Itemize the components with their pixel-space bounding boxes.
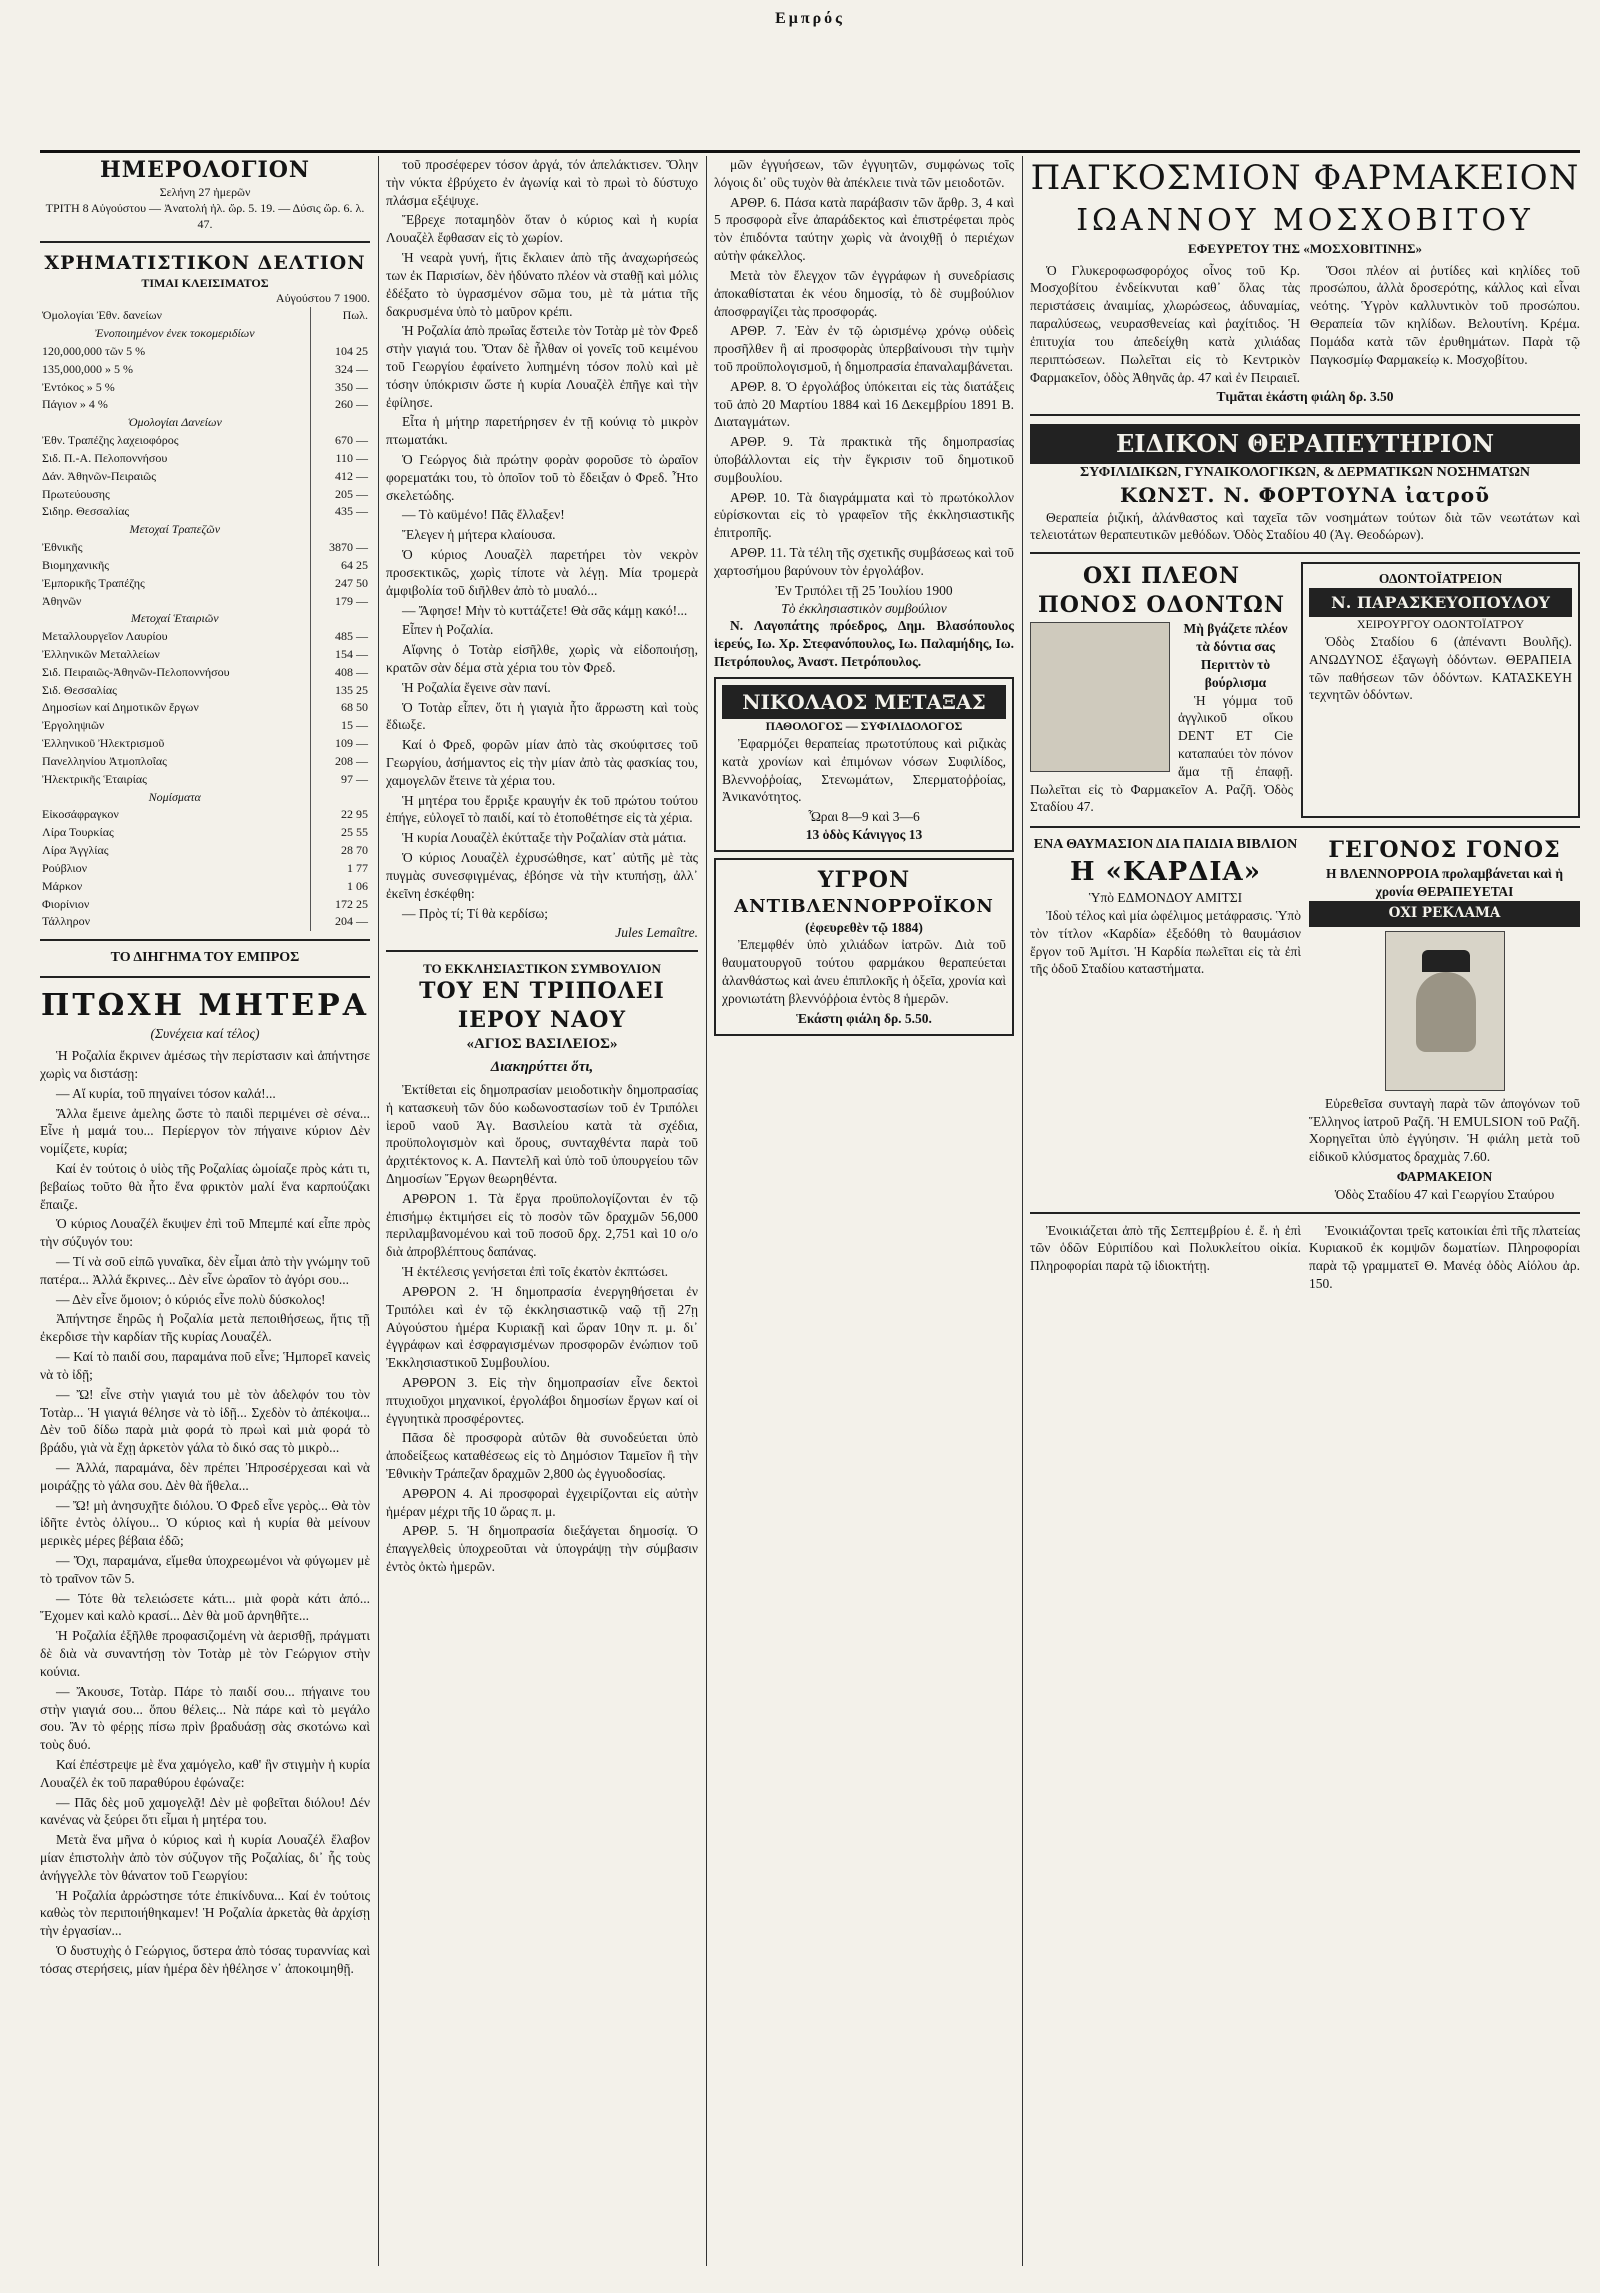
story-paragraph: Αἴφνης ὁ Τοτὰρ εἰσῆλθε, χωρὶς νὰ εἰδοποιήσῃ, κρατῶν σὰν δέμα στὰ χέρια του τὸν Φρεδ.: [386, 642, 698, 675]
rate-label: Σιδηρ. Θεσσαλίας: [42, 504, 130, 519]
rate-label: Σιδ. Πειραιῶς-Ἀθηνῶν-Πελοποννήσου: [42, 664, 230, 679]
clinic-sub: ΣΥΦΙΛΙΔΙΚΩΝ, ΓΥΝΑΙΚΟΛΟΓΙΚΩΝ, & ΔΕΡΜΑΤΙΚΩΝ ΝΟΣΗΜΑΤΩΝ: [1079, 464, 1531, 480]
rate-label: Ἀθηνῶν: [42, 593, 82, 608]
divider: [1030, 826, 1580, 828]
ad-dentist: [1301, 562, 1580, 818]
rate-row: [40, 735, 370, 753]
notice-title: ΤΟΥ ΕΝ ΤΡΙΠΟΛΕΙ ΙΕΡΟΥ ΝΑΟΥ: [419, 978, 665, 1034]
rate-label: Μετοχαί Τραπεζῶν: [129, 522, 221, 537]
rate-value: 1 06: [310, 878, 370, 896]
story-paragraph: Εἶτα ἡ μήτηρ παρετήρησεν ἐν τῇ κούνιᾳ τὸ μικρὸν πτωματάκι.: [386, 414, 698, 448]
rate-label: Ἐθν. Τραπέζης λαχειοφόρος: [42, 433, 179, 448]
story-paragraph: Ἡ Ροζαλία ἐξῆλθε προφασιζομένη νὰ ἀερισθῇ, πράγματι δὲ διὰ νὰ συναντήσῃ τὸν Τοτὰρ μὲ τὸν Γεώργιον στὴν κούνια.: [40, 1628, 370, 1679]
rate-label: Νομίσματα: [148, 789, 201, 804]
ad-toothache: [1030, 562, 1293, 818]
illustration: [1030, 622, 1170, 772]
rate-row: [40, 450, 370, 468]
story-paragraph: Ὁ κύριος Λουαζὲλ παρετήρει τὸν νεκρὸν προσεκτικῶς, χωρὶς τίποτε νὰ λέγῃ. Μία τρομερὰ ἀμφιβολία τοῦ διῆλθεν ἀπὸ τὸ μυαλό...: [386, 547, 698, 598]
story-paragraph: — Ἀλλά, παραμάνα, δὲν πρέπει Ἠπροσέρχεσαι καὶ νὰ μοιράζῃς τὸ γάλα σου. Δὲν θὰ ἤθελα...: [40, 1459, 370, 1493]
rate-label: Ἐνοποιημένον ἐνεκ τοκομεριδίων: [94, 326, 255, 341]
rate-label: Ἑλληνικοῦ Ἠλεκτρισμοῦ: [42, 736, 165, 751]
ad-antiblenno-title-2: ΑΝΤΙΒΛΕΝΝΟΡΡΟΪΚΟΝ: [734, 895, 994, 917]
rate-label: Ἠλεκτρικῆς Ἑταιρίας: [42, 771, 147, 786]
story-header: ΤΟ ΔΙΗΓΗΜΑ ΤΟΥ ΕΜΠΡΟΣ: [110, 950, 300, 966]
clinic-head: ΕΙΔΙΚΟΝ ΘΕΡΑΠΕΥΤΗΡΙΟΝ: [1030, 424, 1580, 464]
notice-paragraph: Ἡ ἐκτέλεσις γενήσεται ἐπὶ τοῖς ἐκατὸν ἐκπτώσει.: [402, 1264, 669, 1280]
divider: [1030, 1212, 1580, 1214]
notice-head: ΤΟ ΕΚΚΛΗΣΙΑΣΤΙΚΟΝ ΣΥΜΒΟΥΛΙΟΝ: [423, 961, 661, 977]
rate-row: [40, 343, 370, 361]
rate-row: [40, 842, 370, 860]
rate-label: Ἐλληνικῶν Μεταλλείων: [42, 646, 160, 661]
notice-body: [386, 1081, 698, 1576]
rate-value: 25 55: [310, 824, 370, 842]
ad-antiblenno-price: Ἑκάστη φιάλη δρ. 5.50.: [796, 1010, 932, 1026]
rate-row: [40, 682, 370, 700]
rate-label: Πανελληνίου Ἀτμοπλοΐας: [42, 753, 167, 768]
ad-metaxas-sub: ΠΑΘΟΛΟΓΟΣ — ΣΥΦΙΛΙΔΟΛΟΓΟΣ: [765, 719, 963, 734]
rate-value: 408 —: [310, 664, 370, 682]
column-rule: [378, 156, 379, 2266]
rate-row: [40, 913, 370, 931]
book-head: ΕΝΑ ΘΑΥΜΑΣΙΟΝ ΔΙΑ ΠΑΙΔΙΑ ΒΙΒΛΙΟΝ: [1033, 837, 1298, 853]
rate-row: [40, 610, 370, 628]
story-paragraph: Ὁ Τοτὰρ εἶπεν, ὅτι ἡ γιαγιὰ ἦτο ἄρρωστη καὶ τοὺς ἔδιωξε.: [386, 699, 698, 733]
divider: [40, 976, 370, 978]
signatories: Ν. Λαγοπάτης πρόεδρος, Δημ. Βλασόπουλος ἱερεύς, Ιω. Χρ. Στεφανόπουλος, Ιω. Παλαμήδης, Ιω. Πετρόπουλος, Ἀναστ. Πετρόπουλος.: [714, 618, 1014, 669]
rate-row: [40, 646, 370, 664]
ad-remedy: [1309, 836, 1580, 1203]
rate-label: Ἐργοληψιῶν: [42, 718, 105, 733]
rate-label: Μετοχαί Ἑταιριῶν: [130, 611, 219, 626]
rate-row: [40, 753, 370, 771]
rate-value: 435 —: [310, 503, 370, 521]
story-paragraph: — Τί νὰ σοῦ εἰπῶ γυναῖκα, δὲν εἶμαι ἀπὸ τὴν γνώμην τοῦ πατέρα... Ἀλλά ἔκρινες... Δὲν εἶνε ὡραῖον τὸ ἀγόρι σου...: [40, 1254, 370, 1287]
rate-label: Πρωτεύουσης: [42, 486, 110, 501]
rate-value: 179 —: [310, 593, 370, 611]
book-and-remedy-row: [1030, 836, 1580, 1203]
bulletin-title: ΧΡΗΜΑΤΙΣΤΙΚΟΝ ΔΕΛΤΙΟΝ: [44, 251, 366, 274]
rate-value: [310, 325, 370, 343]
story-paragraph: Ὁ δυστυχὴς ὁ Γεώργιος, ὕστερα ἀπὸ τόσας τυραννίας καὶ τόσας στερήσεις, μίαν ἡμέρα δὲν ἠθέλησε ν᾽ ἀποκοιμηθῇ.: [40, 1943, 370, 1976]
rate-row: [40, 307, 370, 325]
clinic-doctor: ΚΩΝΣΤ. Ν. ΦΟΡΤΟΥΝΑ ἰατροῦ: [1120, 483, 1490, 508]
notice-paragraph: ΑΡΘΡΟΝ 4. Αἱ προσφοραὶ ἐγχειρίζονται εἰς αὐτὴν ἡμέραν μέχρι τῆς 10 ὥρας π. μ.: [386, 1485, 698, 1519]
rate-value: 205 —: [310, 486, 370, 504]
rate-label: Ἐθνικῆς: [42, 540, 83, 555]
rate-row: [40, 575, 370, 593]
story-body: [40, 1047, 370, 1978]
divider: [386, 950, 698, 952]
remedy-tag: ΟΧΙ ΡΕΚΛΑΜΑ: [1309, 901, 1580, 927]
rate-value: [310, 414, 370, 432]
story-paragraph: — Τότε θὰ τελειώσετε κάτι... μιὰ φορὰ κάτι ἀπό... Ἔχομεν καὶ καλὸ κρασί... Δὲν θὰ μοῦ ἀρνηθῆτε...: [40, 1590, 370, 1624]
column-1: [40, 156, 370, 2266]
rate-label: Δάν. Ἀθηνῶν-Πειραιῶς: [42, 468, 156, 483]
story-paragraph: — Πρὸς τί; Τί θὰ κερδίσω;: [402, 905, 549, 921]
bulletin-subtitle: ΤΙΜΑΙ ΚΛΕΙΣΙΜΑΤΟΣ: [141, 275, 269, 290]
book-author: Ὑπὸ ΕΔΜΟΝΔΟΥ ΑΜΙΤΣΙ: [1088, 890, 1243, 906]
notice-paragraph: ΑΡΘΡ. 10. Τὰ διαγράμματα καὶ τὸ πρωτόκολλον εὑρίσκονται εἰς τὸ γραφεῖον τῆς ἐκκλησιαστικῆς ἐπιτροπῆς.: [714, 489, 1014, 541]
rate-label: Σιδ. Π.-Α. Πελοποννήσου: [42, 450, 168, 465]
rate-label: Φιορίνιον: [42, 896, 90, 911]
notice-paragraph: ΑΡΘΡΟΝ 1. Τὰ ἔργα προϋπολογίζονται ἐν τῷ ἐπισήμῳ ἐκτιμήσει εἰς τὸ ποσὸν τῶν δραχμῶν 56,000 περιλαμβανομένου καὶ τοῦ ποσοῦ δρχ. 2,751 καὶ 10 ο/ο διὰ ἀπροβλέπτους δαπάνας.: [386, 1190, 698, 1260]
rental-row: [1030, 1222, 1580, 1295]
pharmacy-head-3: ΕΦΕΥΡΕΤΟΥ ΤΗΣ «ΜΟΣΧΟΒΙΤΙΝΗΣ»: [1187, 241, 1423, 257]
ad-metaxas-addr: 13 ὁδὸς Κάνιγγος 13: [805, 827, 923, 843]
notice-paragraph: ΑΡΘΡ. 9. Τὰ πρακτικὰ τῆς δημοπρασίας ὑποβάλλονται εἰς τὴν ἔγκρισιν τοῦ δημοτικοῦ συμβουλίου.: [714, 434, 1014, 485]
rate-value: 324 —: [310, 361, 370, 379]
story-paragraph: — Ὤ! μὴ ἀνησυχῆτε διόλου. Ὁ Φρεδ εἶνε γερὸς... Θὰ τὸν ἰδῆτε ἐντὸς ὀλίγου... Ὁ κύριος καὶ ἡ κυρία θὰ μείνουν μερικὲς μέρες βέβαια ἐδῶ;: [40, 1497, 370, 1549]
ad-metaxas-name: ΝΙΚΟΛΑΟΣ ΜΕΤΑΞΑΣ: [722, 685, 1006, 719]
dentist-head: ΟΔΟΝΤΟΪΑΤΡΕΙΟΝ: [1378, 571, 1503, 587]
story-paragraph: — Ἄφησε! Μὴν τὸ κυττάζετε! Θὰ σᾶς κάμῃ κακό!...: [402, 602, 688, 618]
rate-value: 485 —: [310, 628, 370, 646]
notice-sign: Τὸ ἐκκλησιαστικὸν συμβούλιον: [781, 600, 947, 616]
rate-label: Ἐντόκος » 5 %: [42, 379, 115, 394]
remedy-store: ΦΑΡΜΑΚΕΙΟΝ: [1396, 1169, 1493, 1184]
notice-paragraph: ΑΡΘΡ. 6. Πάσα κατὰ παράβασιν τῶν ἄρθρ. 3, 4 καὶ 5 προσφορὰ εἶνε ἀπαράδεκτος καὶ ἐπιστρέφεται πρὸς τὸν ἐπιδόντα ταύτην χωρὶς νὰ ἀνοιχθῇ ὁ περιέχων αὐτὴν φάκελλος.: [714, 194, 1014, 264]
story-paragraph: — Ὄχι, παραμάνα, εἴμεθα ὑποχρεωμένοι νὰ φύγωμεν μὲ τὸ τραῖνον τῶν 5.: [40, 1553, 370, 1586]
rate-value: 109 —: [310, 735, 370, 753]
story-title: ΠΤΩΧΗ ΜΗΤΕΡΑ: [40, 987, 369, 1023]
dentist-name: Ν. ΠΑΡΑΣΚΕΥΟΠΟΥΛΟΥ: [1309, 588, 1572, 617]
story-paragraph: Καί ὁ Φρεδ, φορῶν μίαν ἀπὸ τὰς σκούφιτσες τοῦ Γεωργίου, ἀσήμαντος εἰς τὴν μίαν ἀπὸ τὰς φασκίας του, χαμογελῶν ἔτεινε τὰ χέρια του.: [386, 737, 698, 788]
book-body: Ἰδοὺ τέλος καὶ μία ὠφέλιμος μετάφρασις. Ὑπὸ τὸν τίτλον «Καρδία» ἐξεδόθη τὸ θαυμάσιον ἔργον τοῦ Ἀμίτσι. Ἡ Καρδία πωλεῖται εἰς τὰ ἐπὶ τῆς ὁδοῦ Σταδίου καταστήματα.: [1030, 907, 1301, 977]
rate-label: Μάρκον: [42, 878, 83, 893]
ad-metaxas-body: Ἐφαρμόζει θεραπείας πρωτοτύπους καὶ ριζικὰς κατὰ χρονίων καὶ ἐπιμόνων νόσων Συφιλίδος, Βλεννοῤῥοίας, Στενωμάτων, Σπερματοῤῥοίας, Ἀνικανότητος.: [722, 735, 1006, 805]
rate-value: 208 —: [310, 753, 370, 771]
rate-row: [40, 396, 370, 414]
book-title: Η «ΚΑΡΔΙΑ»: [1070, 856, 1261, 887]
rate-value: [310, 610, 370, 628]
rate-row: [40, 628, 370, 646]
remedy-head: ΓΕΓΟΝΟΣ ΓΟΝΟΣ: [1328, 837, 1561, 864]
rate-row: [40, 806, 370, 824]
rate-label: Μεταλλουργεῖον Λαυρίου: [42, 629, 168, 644]
ephemeris-line-2: ΤΡΙΤΗ 8 Αὐγούστου — Ἀνατολή ἡλ. ὥρ. 5. 19. — Δύσις ὥρ. 6. λ. 47.: [45, 200, 365, 231]
rate-label: 135,000,000 » 5 %: [42, 361, 133, 376]
divider: [40, 939, 370, 941]
story-paragraph: — Τὸ καϋμένο! Πᾶς ἔλλαξεν!: [402, 507, 565, 523]
rate-row: [40, 860, 370, 878]
rate-row: [40, 379, 370, 397]
notice-paragraph: ΑΡΘΡΟΝ 3. Εἰς τὴν δημοπρασίαν εἶνε δεκτοὶ πτυχιοῦχοι μηχανικοί, ἐργολάβοι δημοσίων ἔργων καί οἱ ἐγγυητικὰ προσφέροντες.: [386, 1374, 698, 1426]
rate-row: [40, 521, 370, 539]
top-rule: [40, 150, 1580, 153]
notice-body-cont: [714, 156, 1014, 580]
story-paragraph: τοῦ προσέφερεν τόσον ἀργά, τόν ἀπελάκτισεν. Ὅλην τὴν νύκτα ἐβρύχετο ἐν ἀγωνίᾳ καὶ τὸ πρωὶ τὸ δύστυχο πλάσμα εξέψυχε.: [386, 157, 698, 208]
rate-label: Λίρα Τουρκίας: [42, 825, 114, 840]
masthead-title: Εμπρός: [775, 10, 845, 27]
rate-row: [40, 771, 370, 789]
story-paragraph: Ἡ Ροζαλία ἔγεινε σὰν πανί.: [402, 679, 551, 695]
story-paragraph: Ἡ μητέρα του ἔρριξε κραυγήν ἐκ τοῦ πρώτου τούτου ἐπήγε, εὐλογεῖ τὸ παιδί, καί τὸ ἐτοποθέτησε εἰς τὰ χέρια.: [386, 792, 698, 826]
rate-label: Τάλληρον: [42, 914, 91, 929]
masthead: [40, 8, 1580, 64]
stock-bulletin: [40, 251, 370, 308]
rate-value: 97 —: [310, 771, 370, 789]
pharmacy-text-right: Ὅσοι πλέον αἱ ῥυτίδες καὶ κηλίδες τοῦ προσώπου, ἀλλὰ δροσερότης, κάλλος καὶ εἶναι νεότης. Ὑγρὸν καλλυντικὸν τοῦ προσώπου. Θεραπεία τῶν κηλίδων. Βελουτίνη. Κρέμα. Πομάδα κατὰ τῶν ἐρυθημάτων. Παρὰ τῷ Παγκοσμίῳ Φαρμακείῳ κ. Μοσχοβίτου.: [1310, 262, 1580, 367]
story-subtitle: (Συνέχεια καί τέλος): [150, 1026, 260, 1042]
ad-antiblenno: [714, 858, 1014, 1036]
story-paragraph: Εἶπεν ἡ Ροζαλία.: [402, 622, 494, 638]
notice-date: Ἐν Τριπόλει τῇ 25 Ἰουλίου 1900: [775, 582, 953, 598]
rate-row: [40, 468, 370, 486]
rate-row: [40, 664, 370, 682]
rate-label: Ἐμπορικῆς Τραπέζης: [42, 575, 145, 590]
rate-value: 68 50: [310, 699, 370, 717]
toothache-body: Ἡ γόμμα τοῦ ἀγγλικοῦ οἴκου DENT ET Cie καταπαύει τὸν πόνον ἅμα τῇ ἐπαφῇ. Πωλεῖται εἰς τὸ Φαρμακεῖον Α. Ραζῆ. Ὁδὸς Σταδίου 47.: [1030, 692, 1293, 815]
notice-paragraph: ΑΡΘΡ. 8. Ὁ ἐργολάβος ὑπόκειται εἰς τὰς διατάξεις τοῦ ἀπὸ 20 Μαρτίου 1884 καὶ 16 Δεκεμβρίου 1891 Β. Διαταγμάτων.: [714, 378, 1014, 430]
story-paragraph: Ἡ Ροζαλία ἀρρώστησε τότε ἐπικίνδυνα... Καί ἐν τούτοις καθὼς τὸν περιποιήθηκαμεν! Ἡ Ροζαλία ἀρκετὰς θὰ ἀρχίσῃ τὴν ἐργασίαν...: [40, 1887, 370, 1939]
notice-paragraph: Πᾶσα δὲ προσφορὰ αὐτῶν θὰ συνοδεύεται ὑπὸ ἀποδείξεως καταθέσεως εἰς τὸ Δημόσιον Ταμεῖον ἢ τὴν Ἐθνικὴν Τράπεζαν δραχμῶν 2,800 ὡς ἐγγυοδοσίας.: [386, 1430, 698, 1481]
story-author: Jules Lemaître.: [615, 925, 698, 941]
ephemeris: [40, 156, 370, 233]
rate-label: Λίρα Ἀγγλίας: [42, 843, 109, 858]
story-paragraph: Μετὰ ἕνα μῆνα ὁ κύριος καὶ ἡ κυρία Λουαζέλ ἔλαβον μίαν ἐπιστολὴν ἀπὸ τὸν σύζυγον τῆς Ροζαλίας, δι᾽ ἧς τοὺς ἀνήγγελλε τὸν θάνατον τοῦ Γεωργίου:: [40, 1832, 370, 1883]
story-paragraph: Ἀπήντησε ἔηρῶς ἡ Ροζαλία μετὰ πεποιθήσεως, ἥτις τῇ ἐκερδισε τὴν καρδίαν τῆς κυρίας Λουαζέλ.: [40, 1311, 370, 1345]
notice-paragraph: ΑΡΘΡ. 11. Τὰ τέλη τῆς σχετικῆς συμβάσεως καὶ τοῦ χαρτοσήμου βαρύνουν τὸν ἐργολάβον.: [714, 545, 1014, 578]
divider: [1030, 414, 1580, 416]
rate-row: [40, 325, 370, 343]
story-paragraph: — Πᾶς δὲς μοῦ χαμογελᾷ! Δὲν μὲ φοβεῖται διόλου! Δέν κανένας νὰ ξεύρει ὅτι εἶμαι ἡ μητέρα του.: [40, 1794, 370, 1828]
rate-row: [40, 824, 370, 842]
rate-value: [310, 521, 370, 539]
story-paragraph: — Δὲν εἶνε ὅμοιον; ὁ κύριός εἶνε πολὺ δύσκολος!: [56, 1291, 326, 1307]
divider: [40, 241, 370, 243]
dentist-sub: ΧΕΙΡΟΥΡΓΟΥ ΟΔΟΝΤΟΪΑΤΡΟΥ: [1356, 617, 1525, 632]
ad-book: [1030, 836, 1301, 1203]
remedy-addr: Ὁδὸς Σταδίου 47 καὶ Γεωργίου Σταύρου: [1334, 1186, 1555, 1202]
ephemeris-line-1: Σελήνη 27 ἡμερῶν: [159, 185, 251, 200]
column-4: [1030, 156, 1580, 2266]
column-2: [386, 156, 698, 2266]
story-paragraph: Καί ἐν τούτοις ὁ υἱὸς τῆς Ροζαλίας ὡμοίαζε πρὸς κάτι τι, βεβαίως τοῦτο θὰ ἦτο ἕνα φρικτὸν μαλί ἕνα καρπούζακι ἔπαιζε.: [40, 1160, 370, 1212]
divider: [1030, 552, 1580, 554]
rate-label: Ρούβλιον: [42, 860, 88, 875]
story-paragraph: Ὁ κύριος Λουαζέλ ἔκυψεν ἐπὶ τοῦ Μπεμπέ καί εἶπε πρὸς τὴν σύζυγόν του:: [40, 1216, 370, 1250]
story-paragraph: Ἔβρεχε ποταμηδὸν ὅταν ὁ κύριος καὶ ἡ κυρία Λουαζὲλ ἔφθασαν εἰς τὸ χωρίον.: [386, 212, 698, 246]
ephemeris-title: ΗΜΕΡΟΛΟΓΙΟΝ: [99, 157, 311, 183]
remedy-body: Εὑρεθεῖσα συνταγὴ παρὰ τῶν ἀπογόνων τοῦ Ἕλληνος ἰατροῦ Ραζῆ. Ἡ EMULSION τοῦ Ραζῆ. Χορηγεῖται ὑπὸ ἐγγύησιν. Ἡ φιάλη μετὰ τοῦ εἰδικοῦ κλύσματος δραχμὰς 7.60.: [1309, 1095, 1580, 1165]
dentist-body: Ὁδὸς Σταδίου 6 (ἀπέναντι Βουλῆς). ΑΝΩΔΥΝΟΣ ἐξαγωγὴ ὀδόντων. ΘΕΡΑΠΕΙΑ τῶν παθήσεων τῶν ὀδόντων. ΚΑΤΑΣΚΕΥΗ τεχνητῶν ὀδόντων.: [1309, 634, 1572, 703]
rate-value: 3870 —: [310, 539, 370, 557]
ad-metaxas: [714, 677, 1014, 852]
rate-value: 247 50: [310, 575, 370, 593]
rate-value: Πωλ.: [310, 307, 370, 325]
story-paragraph: — Ἄκουσε, Τοτὰρ. Πάρε τὸ παιδί σου... πήγαινε του στὴν γιαγιά σου... ὅπου θέλεις... Νὰ πάρε καὶ τὸ μεγάλο σου. Ἂν τὸ φέρῃς πίσω πρὶν βραδυάσῃ σὰς σκοτώνω καὶ τοὺς δυό.: [40, 1683, 370, 1753]
story-paragraph: Ὁ Γεώργος διὰ πρώτην φορὰν φοροῦσε τὸ ὡραῖον φορεματάκι του, τὸ ὁποῖον τοῦ τὸ ἔδειξαν ὁ Φρεδ. Ἦτο σκελετώδης.: [386, 452, 698, 503]
rate-value: 412 —: [310, 468, 370, 486]
story-body-cont: [386, 156, 698, 922]
story-paragraph: Ἄλλα ἔμεινε ἀμελης ὥστε τὸ παιδὶ περιμένει σὲ σένα... Εἶνε ἡ μαμά του... Περίεργον τὸν πήγαινε κύριον Δὲν νομίζετε, κυρία;: [40, 1105, 370, 1157]
rate-label: Δημοσίων καί Δημοτικῶν ἔργων: [42, 700, 199, 715]
ad-antiblenno-body: Ἐπεμφθέν ὑπὸ χιλιάδων ἰατρῶν. Διὰ τοῦ θαυματουργοῦ τούτου φαρμάκου θεραπεύεται ἀλανθάστως καὶ ἀνευ ἐπιπλοκῆς ἡ ὀξεῖα, χρονία καὶ χρονιωτάτη βλεννόῤῥοια ἐντὸς 8 ἡμερῶν.: [722, 937, 1006, 1006]
rate-label: Εἰκοσάφραγκον: [42, 807, 119, 822]
rental-ad-1: Ἐνοικιάζεται ἀπὸ τῆς Σεπτεμβρίου ἐ. ἔ. ἡ ἐπὶ τῶν ὁδῶν Εὐριπίδου καὶ Πολυκλείτου οἰκία. Πληροφορίαι παρὰ τῷ ἰδιοκτήτῃ.: [1030, 1222, 1301, 1274]
notice-paragraph: ΑΡΘΡ. 7. Ἐὰν ἐν τῷ ὡρισμένῳ χρόνῳ οὐδεὶς προσῆλθεν ἢ αἱ προσφορὰς ὑπερβαίνουσι τὴν τιμὴν τοῦ προϋπολογισμοῦ, ἡ δημοπρασία ἐπαναλαμβάνεται.: [714, 323, 1014, 374]
ad-metaxas-hours: Ὧραι 8—9 καὶ 3—6: [808, 809, 920, 825]
pharmacy-head-2: ΙΩΑΝΝΟΥ ΜΟΣΧΟΒΙΤΟΥ: [1076, 202, 1534, 238]
story-paragraph: — Αἴ κυρία, τοῦ πηγαίνει τόσον καλά!...: [56, 1085, 276, 1101]
remedy-sub: Η ΒΛΕΝΝΟΡΡΟΙΑ προλαμβάνεται καὶ ἡ χρονία ΘΕΡΑΠΕΥΕΤΑΙ: [1325, 866, 1563, 900]
notice-paragraph: Μετὰ τὸν ἔλεγχον τῶν ἐγγράφων ἡ συνεδρίασις ἀποκαθίσταται ἐκ νέου δημοσίᾳ, τὸ δὲ συμβούλιον ἀποσφραγίζει τὰς προσφοράς.: [714, 267, 1014, 319]
rate-label: Σιδ. Θεσσαλίας: [42, 682, 117, 697]
rate-label: Ὁμολογίαι Δανείων: [127, 415, 222, 430]
column-3: [714, 156, 1014, 2266]
story-paragraph: Ἡ νεαρὰ γυνή, ἥτις ἔκλαιεν ἀπὸ τῆς ἀναχωρήσεώς των ἐκ Παρισίων, δὲν ἠδύνατο πλέον νὰ σταθῇ καὶ μόλις ἐδέξατο τὸ ὑγρασμένον σῶμα του, μὲ τὰ μάτια τῆς δακρυσμένα ὑπὸ τὸ μαῦρον κρέπι.: [386, 250, 698, 319]
rate-value: 260 —: [310, 396, 370, 414]
story-paragraph: Ἡ κυρία Λουαζὲλ ἐκύτταξε τὴν Ροζαλίαν στὰ μάτια.: [402, 830, 687, 846]
column-rule: [1022, 156, 1023, 2266]
rates-table: [40, 307, 370, 931]
rate-value: 154 —: [310, 646, 370, 664]
rate-value: 104 25: [310, 343, 370, 361]
rate-row: [40, 789, 370, 807]
rate-row: [40, 503, 370, 521]
rate-label: Ὁμολογίαι Ἐθν. δανείων: [42, 308, 162, 323]
rate-value: 350 —: [310, 379, 370, 397]
story-paragraph: Ἡ Ροζαλία ἔκρινεν ἀμέσως τὴν περίστασιν καὶ ἀπήντησε χωρὶς να διστάσῃ:: [40, 1048, 370, 1081]
rate-row: [40, 557, 370, 575]
rate-row: [40, 896, 370, 914]
rate-value: 28 70: [310, 842, 370, 860]
notice-paragraph: μῶν ἐγγυήσεων, τῶν ἐγγυητῶν, συμφώνως τοῖς λόγοις δι᾽ οὓς τυχὸν θὰ ἀπέκλειε τινὰ τῶν μειοδοτῶν.: [714, 157, 1014, 190]
bulletin-date: Αὐγούστου 7 1900.: [275, 291, 370, 306]
rate-row: [40, 414, 370, 432]
rate-row: [40, 432, 370, 450]
rental-ad-2: Ἐνοικιάζονται τρεῖς κατοικίαι ἐπὶ τῆς πλατείας Κυριακοῦ ἐκ κομψῶν δωματίων. Πληροφορίαι παρὰ τῷ γραμματεῖ Θ. Μανέᾳ ὁδὸς Αἰόλου ἀρ. 150.: [1309, 1222, 1580, 1292]
pharmacy-price: Τιμᾶται ἑκάστη φιάλη δρ. 3.50: [1216, 389, 1394, 405]
rate-row: [40, 717, 370, 735]
story-paragraph: Καί ἐπέστρεψε μὲ ἕνα χαμόγελο, καθ' ἣν στιγμὴν ἡ κυρία Λουαζέλ ἐκ τοῦ παραθύρου ἐφώναζε:: [40, 1756, 370, 1790]
notice-paragraph: ΑΡΘΡΟΝ 2. Ἡ δημοπρασία ἐνεργηθήσεται ἐν Τριπόλει καὶ ἐν τῷ ἐκκλησιαστικῷ ναῷ τῇ 27ῃ Αὐγούστου ἡμέρα Κυριακῇ καὶ ὥραν 10ην π. μ. δι᾽ ἐγγράφων καὶ ἐσφραγισμένων προσφορῶν ἐνώπιον τοῦ Ἐκκλησιαστικοῦ Συμβουλίου.: [386, 1283, 698, 1371]
portrait: [1385, 931, 1505, 1091]
notice-paragraph: ΑΡΘΡ. 5. Ἡ δημοπρασία διεξάγεται δημοσίᾳ. Ὁ ἐπαγγελθεὶς ὑποχρεοῦται νὰ ὑπογράψῃ τὴν σύμβασιν ἐντὸς ὀκτὼ ἡμερῶν.: [386, 1523, 698, 1575]
story-paragraph: Ἡ Ροζαλία ἀπὸ πρωΐας ἔστειλε τὸν Τοτὰρ μὲ τὸν Φρεδ στὴν γιαγιά του. Ὅταν δὲ ἦλθαν οἱ γονεῖς τοῦ κειμένου τοῦ Γεωργίου ἐφαίνετο λυπημένη τόσον πολὺ καὶ μὲ τόσην ὑπόκρισιν ὥστε ἡ κυρία Λουαζὲλ ἐπῆγε καὶ τὴν ἐφίλησε.: [386, 323, 698, 410]
rate-label: Πάγιον » 4 %: [42, 397, 108, 412]
ad-antiblenno-title: ΥΓΡΟΝ: [817, 866, 911, 893]
rate-row: [40, 878, 370, 896]
rate-value: 204 —: [310, 913, 370, 931]
rate-value: 110 —: [310, 450, 370, 468]
rate-value: 64 25: [310, 557, 370, 575]
story-paragraph: — Καί τὸ παιδί σου, παραμάνα ποῦ εἶνε; Ἡμπορεῖ κανεὶς νὰ τὸ ἰδῇ;: [40, 1349, 370, 1382]
rate-value: 172 25: [310, 896, 370, 914]
pharmacy-head-1: ΠΑΓΚΟΣΜΙΟΝ ΦΑΡΜΑΚΕΙΟΝ: [1030, 158, 1580, 198]
story-paragraph: — Ὤ! εἶνε στὴν γιαγιά του μὲ τὸν ἀδελφόν του τὸν Τοτὰρ... Ἡ γιαγιά θέλησε νὰ τὸ ἰδῇ... Σχεδὸν τὸ ἀπέκοψα... Δὲν τοῦ δίδω παρὰ μιὰ φορά τὸ πρωὶ καὶ μιὰ φορά τὸ βράδυ, γιὰ νὰ ἔχῃ ἀρκετὸν γάλα τὸ δικό σας τὸ μικρὸ...: [40, 1386, 370, 1456]
rate-value: 15 —: [310, 717, 370, 735]
rate-label: 120,000,000 τῶν 5 %: [42, 343, 146, 358]
newspaper-page: [40, 0, 1580, 2293]
notice-paragraph: Ἐκτίθεται εἰς δημοπρασίαν μειοδοτικὴν δημοπρασίας ἡ κατασκευὴ τῶν δύο κωδωνοστασίων τοῦ ἐν Τριπόλει ἱεροῦ ναοῦ Ἁγ. Βασιλείου κατὰ τὰ σχέδια, προϋπολογισμὸν καὶ ὅρους, συνταχθέντα παρὰ τοῦ ἀρχιτέκτονος κ. Α. Παντελῆ καὶ ὑπὸ τοῦ ὑπουργείου τῶν Δημοσίων Ἔργων θεωρηθέντα.: [386, 1081, 698, 1186]
rate-value: 1 77: [310, 860, 370, 878]
story-paragraph: Ἔλεγεν ἡ μήτερα κλαίουσα.: [402, 527, 556, 543]
toothache-sub: Μὴ βγάζετε πλέον τὰ δόντια σας Περιττὸν τὸ βούρλισμα: [1183, 621, 1288, 690]
pharmacy-body: [1030, 262, 1580, 389]
clinic-body: Θεραπεία ῥιζική, ἀλάνθαστος καὶ ταχεῖα τῶν νοσημάτων τούτων διὰ τῶν νεωτάτων καὶ τελειοτάτων θεραπευτικῶν μεθόδων. Ὁδὸς Σταδίου 40 (Ἁγ. Θεοδώρων).: [1030, 509, 1580, 543]
column-rule: [706, 156, 707, 2266]
rate-row: [40, 361, 370, 379]
notice-sub: Διακηρύττει ὅτι,: [490, 1059, 594, 1076]
rate-value: 22 95: [310, 806, 370, 824]
pharmacy-text-left: Ὁ Γλυκεροφωσφορόχος οἶνος τοῦ Κρ. Μοσχοβίτου ἐνδείκνυται καθ᾽ ὅλας τὰς περιστάσεις ἀναιμίας, χλωρώσεως, ἀδυναμίας, παραλύσεως, νευρασθενείας καὶ ῥαχίτιδος. Ἡ ἐπιτυχία του ἀπεδείχθη κατὰ χιλιάδας περιπτώσεων. Πωλεῖται εἰς τὸ Κεντρικὸν Φαρμακεῖον, ὁδὸς Ἀθηνᾶς ἀρ. 47 καὶ ἐν Πειραιεῖ.: [1030, 262, 1300, 385]
dental-ads-row: [1030, 562, 1580, 818]
rate-row: [40, 593, 370, 611]
rate-row: [40, 486, 370, 504]
toothache-head: ΟΧΙ ΠΛΕΟΝ ΠΟΝΟΣ ΟΔΟΝΤΩΝ: [1038, 563, 1285, 619]
rate-row: [40, 539, 370, 557]
rate-value: 135 25: [310, 682, 370, 700]
ad-antiblenno-sub: (ἐφευρεθὲν τῷ 1884): [805, 919, 923, 935]
rate-value: 670 —: [310, 432, 370, 450]
notice-title-2: «ΑΓΙΟΣ ΒΑΣΙΛΕΙΟΣ»: [466, 1036, 618, 1053]
rate-label: Βιομηχανικῆς: [42, 557, 110, 572]
story-paragraph: Ὁ κύριος Λουαζὲλ ἐχρυσώθησε, κατ᾽ αὐτῆς μὲ τὰς πυγμὰς συνεσφιγμένας, ἐβόησε νὰ τὴν κτυπήσῃ, ἀλλ᾽ ἐκεῖνη ἐσκέφθη:: [386, 850, 698, 901]
rate-row: [40, 699, 370, 717]
rate-value: [310, 789, 370, 807]
